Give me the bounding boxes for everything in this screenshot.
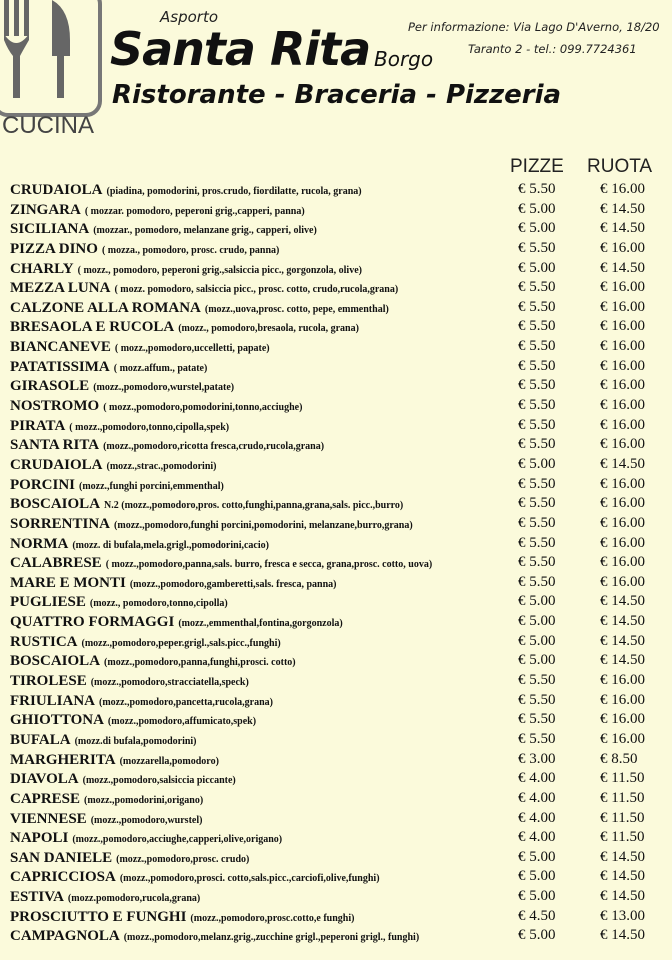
menu-item-name: CAMPAGNOLA (10, 928, 120, 945)
menu-item-description (10, 397, 302, 415)
menu-list (10, 180, 670, 946)
menu-item (10, 278, 670, 298)
menu-item (10, 514, 670, 534)
menu-item-description (10, 299, 389, 317)
menu-item-description (10, 456, 217, 474)
menu-item-name: CALABRESE (10, 555, 102, 572)
menu-item-price-pizza: € 5.50 (518, 416, 556, 433)
menu-item-price-ruota: € 11.50 (600, 809, 645, 826)
menu-item-ingredients: (piadina, pomodorini, pros.crudo, fiordilatte, rucola, grana) (106, 186, 362, 197)
menu-item-price-ruota: € 16.00 (600, 495, 645, 512)
menu-item-price-ruota: € 16.00 (600, 239, 645, 256)
menu-item (10, 710, 670, 730)
menu-item-price-pizza: € 5.50 (518, 672, 556, 689)
menu-item (10, 435, 670, 455)
menu-item-price-pizza: € 5.50 (518, 534, 556, 551)
menu-item-name: CRUDAIOLA (10, 456, 103, 473)
menu-item-name: PATATISSIMA (10, 358, 110, 375)
menu-item-name: MARE E MONTI (10, 574, 126, 591)
menu-item (10, 337, 670, 357)
menu-item (10, 730, 670, 750)
menu-item (10, 848, 670, 868)
menu-item (10, 632, 670, 652)
menu-item-price-ruota: € 16.00 (600, 298, 645, 315)
menu-item-price-pizza: € 5.50 (518, 239, 556, 256)
menu-item-ingredients: ( mozz.,pomodoro,uccelletti, papate) (114, 343, 270, 355)
menu-item-ingredients: (mozz.,pomodoro,salsiccia piccante) (82, 775, 236, 787)
menu-item-description (10, 318, 359, 336)
menu-item (10, 259, 670, 279)
restaurant-subtitle: Ristorante - Braceria - Pizzeria (112, 80, 562, 110)
menu-item-description (10, 888, 200, 906)
menu-item-price-ruota: € 16.00 (600, 181, 645, 197)
menu-item (10, 239, 670, 259)
menu-item-name: NORMA (10, 535, 69, 552)
menu-item-description (10, 436, 324, 454)
menu-item-name: CAPRICCIOSA (10, 869, 116, 886)
menu-item-name: VIENNESE (10, 810, 87, 827)
menu-item-description (10, 751, 219, 769)
menu-item-price-ruota: € 16.00 (600, 377, 645, 394)
menu-item-price-pizza: € 4.00 (518, 789, 556, 806)
menu-item-price-ruota: € 14.50 (600, 613, 645, 630)
menu-item-price-pizza: € 5.00 (518, 927, 556, 944)
menu-item-name: CALZONE ALLA ROMANA (10, 299, 201, 316)
menu-item-ingredients: (mozz.,pomodoro,prosc. crudo) (116, 853, 250, 865)
menu-item-price-pizza: € 5.00 (518, 200, 556, 217)
menu-item-name: BUFALA (10, 731, 71, 748)
menu-item-price-pizza: € 5.00 (518, 220, 556, 237)
menu-item-price-ruota: € 16.00 (600, 475, 645, 492)
menu-item-name: MEZZA LUNA (10, 280, 111, 297)
menu-item-price-ruota: € 14.50 (600, 593, 645, 610)
menu-item-name: PIZZA DINO (10, 240, 98, 257)
menu-item-price-ruota: € 11.50 (600, 829, 645, 846)
menu-item (10, 750, 670, 770)
menu-item-description (10, 790, 203, 808)
menu-item-price-pizza: € 4.50 (518, 907, 556, 924)
menu-item-price-pizza: € 4.00 (518, 770, 556, 787)
menu-item-name: CRUDAIOLA (10, 182, 103, 198)
menu-item-ingredients: (mozz.,pomodorini,origano) (84, 794, 204, 806)
menu-item (10, 907, 670, 927)
menu-item-price-pizza: € 5.00 (518, 632, 556, 649)
menu-item-ingredients: (mozz.,funghi porcini,emmenthal) (79, 480, 224, 492)
menu-item-name: PUGLIESE (10, 594, 86, 611)
menu-item-ingredients: (mozz.,pomodoro,stracciatella,speck) (90, 677, 249, 689)
menu-item-price-ruota: € 16.00 (600, 514, 645, 531)
menu-item-price-pizza: € 5.00 (518, 613, 556, 630)
menu-item (10, 494, 670, 514)
menu-item-ingredients: ( mozz.,pomodoro,panna,sals. burro, fresca e secca, grana,prosc. cotto, uova) (105, 559, 433, 571)
menu-item-name: SORRENTINA (10, 515, 111, 532)
menu-item-price-pizza: € 5.50 (518, 181, 556, 197)
menu-item (10, 926, 670, 946)
menu-item-price-ruota: € 16.00 (600, 338, 645, 355)
menu-item-name: PIRATA (10, 417, 66, 434)
menu-item-ingredients: (mozz., pomodoro,bresaola, rucola, grana) (178, 323, 359, 335)
brand-header (100, 4, 672, 114)
menu-item-ingredients: ( mozz.,pomodoro,pomodorini,tonno,acciughe) (103, 402, 303, 414)
menu-item-price-pizza: € 5.50 (518, 298, 556, 315)
menu-item (10, 357, 670, 377)
menu-item-description (10, 181, 362, 199)
menu-item (10, 592, 670, 612)
menu-item-description (10, 731, 197, 749)
menu-item-description (10, 692, 273, 710)
menu-item-name: PROSCIUTTO E FUNGHI (10, 908, 187, 925)
menu-item-ingredients: ( mozz. pomodoro, salsiccia picc., prosc. cotto, crudo,rucola,grana) (114, 284, 399, 296)
menu-item-ingredients: (mozz.,pomodoro,pancetta,rucola,grana) (99, 696, 273, 708)
menu-item (10, 219, 670, 239)
menu-item-description (10, 613, 343, 631)
menu-item-description (10, 240, 279, 258)
menu-item-price-pizza: € 5.50 (518, 495, 556, 512)
menu-item-description (10, 908, 354, 926)
menu-item-name: BOSCAIOLA (10, 496, 101, 513)
menu-item-name: NOSTROMO (10, 398, 100, 415)
menu-item-price-pizza: € 5.50 (518, 475, 556, 492)
menu-item-description (10, 829, 282, 847)
menu-item-description (10, 377, 234, 395)
menu-item-price-pizza: € 5.50 (518, 691, 556, 708)
menu-item-price-ruota: € 16.00 (600, 554, 645, 571)
menu-item-description (10, 495, 403, 513)
menu-item-ingredients: (mozz.,pomodoro,funghi porcini,pomodorini, melanzane,burro,grana) (114, 519, 413, 531)
menu-item-ingredients: (mozz. di bufala,mela.grigl.,pomodorini,cacio) (72, 539, 269, 551)
menu-item-price-ruota: € 16.00 (600, 672, 645, 689)
menu-item-price-pizza: € 5.00 (518, 868, 556, 885)
menu-item-price-pizza: € 4.00 (518, 829, 556, 846)
menu-item-price-pizza: € 5.00 (518, 259, 556, 276)
menu-item-name: MARGHERITA (10, 751, 116, 768)
menu-item-price-ruota: € 14.50 (600, 200, 645, 217)
menu-item-price-pizza: € 3.00 (518, 750, 556, 767)
menu-item-price-ruota: € 16.00 (600, 436, 645, 453)
menu-item-price-pizza: € 5.00 (518, 848, 556, 865)
menu-item-price-pizza: € 5.50 (518, 338, 556, 355)
menu-item (10, 828, 670, 848)
menu-item-price-pizza: € 4.00 (518, 809, 556, 826)
menu-item (10, 573, 670, 593)
menu-item (10, 691, 670, 711)
menu-item-description (10, 554, 432, 572)
menu-item-ingredients: ( mozz., pomodoro, peperoni grig.,salsiccia picc., gorgonzola, olive) (77, 264, 362, 276)
menu-item-ingredients: (mozz.,pomodoro,gamberetti,sals. fresca, panna) (129, 578, 337, 590)
menu-item-description (10, 535, 269, 553)
menu-item-price-ruota: € 14.50 (600, 927, 645, 944)
menu-item-price-ruota: € 16.00 (600, 318, 645, 335)
menu-item-name: GIRASOLE (10, 378, 90, 395)
menu-item-description (10, 220, 317, 238)
menu-item-description (10, 574, 337, 592)
menu-item-description (10, 201, 305, 219)
menu-item-price-ruota: € 11.50 (600, 789, 645, 806)
menu-item-price-ruota: € 16.00 (600, 279, 645, 296)
menu-item-ingredients: (mozz.di bufala,pomodorini) (74, 735, 197, 747)
menu-item-name: NAPOLI (10, 830, 69, 847)
menu-item-price-ruota: € 16.00 (600, 534, 645, 551)
menu-item-ingredients: (mozz.,pomodoro,ricotta fresca,crudo,rucola,grana) (103, 441, 325, 453)
menu-item-name: CAPRESE (10, 790, 81, 807)
menu-item-description (10, 672, 249, 690)
menu-item-description (10, 279, 398, 297)
menu-item-price-ruota: € 14.50 (600, 868, 645, 885)
menu-item-ingredients: ( mozzar. pomodoro, peperoni grig.,capperi, panna) (84, 205, 305, 217)
menu-item-name: BRESAOLA E RUCOLA (10, 319, 175, 336)
contact-address: Per informazione: Via Lago D'Averno, 18/20 (408, 20, 660, 34)
column-header-ruota: RUOTA (587, 156, 653, 177)
menu-item-ingredients: (mozz.,pomodoro,peper.grigl.,sals.picc.,funghi) (81, 637, 281, 649)
menu-item-price-ruota: € 14.50 (600, 632, 645, 649)
menu-item-description (10, 770, 236, 788)
menu-item-name: RUSTICA (10, 633, 78, 650)
menu-item-price-pizza: € 5.00 (518, 888, 556, 905)
menu-item-ingredients: (mozz.,pomodoro,prosci. cotto,sals.picc.,carciofi,olive,funghi) (119, 873, 380, 885)
menu-item (10, 396, 670, 416)
menu-item-description (10, 868, 380, 886)
menu-item-price-pizza: € 5.50 (518, 436, 556, 453)
menu-item-price-pizza: € 5.50 (518, 318, 556, 335)
menu-item-ingredients: (mozz.,pomodoro,acciughe,capperi,olive,origano) (72, 834, 283, 846)
menu-item (10, 671, 670, 691)
menu-item-name: TIROLESE (10, 673, 87, 690)
menu-item-description (10, 593, 228, 611)
menu-item-description (10, 711, 256, 729)
menu-item (10, 651, 670, 671)
menu-item-price-ruota: € 16.00 (600, 397, 645, 414)
menu-item-description (10, 633, 281, 651)
menu-item (10, 553, 670, 573)
menu-item-price-pizza: € 5.00 (518, 593, 556, 610)
menu-item-ingredients: (mozz.,pomodoro,prosc.cotto,e funghi) (190, 912, 355, 924)
menu-item-ingredients: (mozz.,pomodoro,affumicato,spek) (107, 716, 257, 728)
menu-item-price-ruota: € 16.00 (600, 357, 645, 374)
menu-item-ingredients: (mozzar., pomodoro, melanzane grig., capperi, olive) (93, 225, 317, 237)
logo-label: CUCINA (2, 112, 95, 139)
menu-item-price-ruota: € 14.50 (600, 259, 645, 276)
menu-item-price-ruota: € 16.00 (600, 730, 645, 747)
menu-item-ingredients: (mozz.,pomodoro,panna,funghi,prosci. cotto) (104, 657, 296, 669)
menu-item-ingredients: (mozz.pomodoro,rucola,grana) (67, 893, 201, 905)
menu-item-ingredients: (mozz.,pomodoro,melanz.grig.,zucchine grigl.,peperoni grigl., funghi) (123, 932, 420, 944)
menu-item-description (10, 476, 224, 494)
menu-item-name: FRIULIANA (10, 692, 96, 709)
menu-item-ingredients: (mozzarella,pomodoro) (119, 755, 219, 767)
menu-item-price-ruota: € 14.50 (600, 848, 645, 865)
menu-item (10, 612, 670, 632)
menu-item (10, 809, 670, 829)
menu-item-ingredients: (mozz.,strac.,pomodorini) (106, 460, 217, 472)
menu-item-price-pizza: € 5.50 (518, 397, 556, 414)
menu-item-ingredients: (mozz.,emmenthal,fontina,gorgonzola) (178, 618, 343, 630)
menu-item-price-ruota: € 8.50 (600, 750, 638, 767)
menu-item-name: BOSCAIOLA (10, 653, 101, 670)
column-header-pizze: PIZZE (510, 156, 564, 177)
menu-item-price-pizza: € 5.50 (518, 514, 556, 531)
menu-item-price-ruota: € 14.50 (600, 652, 645, 669)
contact-phone: Taranto 2 - tel.: 099.7724361 (468, 42, 637, 56)
menu-item-ingredients: N.2 (mozz.,pomodoro,pros. cotto,funghi,panna,grana,sals. picc.,burro) (104, 500, 404, 512)
menu-item (10, 200, 670, 220)
restaurant-name: Santa Rita (110, 22, 371, 76)
menu-item-ingredients: ( mozza., pomodoro, prosc. crudo, panna) (101, 244, 280, 256)
menu-item (10, 376, 670, 396)
menu-item-name: SANTA RITA (10, 437, 100, 454)
menu-item (10, 867, 670, 887)
menu-item-ingredients: (mozz.,pomodoro,wurstel) (90, 814, 203, 826)
menu-item-price-ruota: € 16.00 (600, 416, 645, 433)
menu-item-name: PORCINI (10, 476, 76, 493)
menu-item-ingredients: ( mozz.affum., patate) (113, 362, 208, 374)
menu-item-description (10, 515, 413, 533)
menu-item-name: CHARLY (10, 260, 74, 277)
menu-item-description (10, 849, 249, 867)
menu-item-price-pizza: € 5.50 (518, 377, 556, 394)
menu-item-ingredients: ( mozz.,pomodoro,tonno,cipolla,spek) (69, 421, 230, 433)
menu-item-price-pizza: € 5.50 (518, 279, 556, 296)
menu-item-description (10, 652, 296, 670)
menu-item-price-ruota: € 14.50 (600, 888, 645, 905)
menu-item-price-ruota: € 16.00 (600, 711, 645, 728)
menu-item-description (10, 810, 202, 828)
menu-item-price-pizza: € 5.00 (518, 652, 556, 669)
menu-item-name: QUATTRO FORMAGGI (10, 614, 175, 631)
menu-item (10, 317, 670, 337)
menu-item-price-ruota: € 16.00 (600, 573, 645, 590)
menu-item-description (10, 417, 229, 435)
menu-item-price-pizza: € 5.50 (518, 730, 556, 747)
contact-info (408, 16, 672, 60)
menu-item-price-ruota: € 13.00 (600, 907, 645, 924)
menu-item-ingredients: (mozz., pomodoro,tonno,cipolla) (89, 598, 228, 610)
menu-item-name: BIANCANEVE (10, 339, 111, 356)
menu-item-price-pizza: € 5.50 (518, 357, 556, 374)
menu-item-name: SICILIANA (10, 221, 90, 238)
menu-item-name: ZINGARA (10, 201, 81, 218)
menu-item-description (10, 338, 270, 356)
menu-item-description (10, 358, 207, 376)
menu-item-name: SAN DANIELE (10, 849, 113, 866)
menu-item (10, 534, 670, 554)
borgo-label: Borgo (374, 47, 434, 71)
menu-item-name: GHIOTTONA (10, 712, 104, 729)
menu-item (10, 298, 670, 318)
menu-item (10, 455, 670, 475)
menu-item-name: DIAVOLA (10, 771, 79, 788)
menu-item (10, 769, 670, 789)
menu-item (10, 789, 670, 809)
menu-item-price-pizza: € 5.50 (518, 573, 556, 590)
menu-item-price-ruota: € 14.50 (600, 455, 645, 472)
menu-item-price-ruota: € 11.50 (600, 770, 645, 787)
menu-item-price-pizza: € 5.50 (518, 711, 556, 728)
menu-item-ingredients: (mozz.,uova,prosc. cotto, pepe, emmenthal) (204, 303, 389, 315)
menu-item-price-pizza: € 5.00 (518, 455, 556, 472)
asporto-label: Asporto (160, 8, 219, 26)
menu-item-price-ruota: € 16.00 (600, 691, 645, 708)
menu-item (10, 475, 670, 495)
menu-item-price-pizza: € 5.50 (518, 554, 556, 571)
menu-item-ingredients: (mozz.,pomodoro,wurstel,patate) (93, 382, 235, 394)
menu-item-description (10, 260, 362, 278)
menu-item-description (10, 927, 419, 945)
menu-item (10, 887, 670, 907)
menu-item (10, 416, 670, 436)
menu-item-name: ESTIVA (10, 889, 64, 906)
menu-item (10, 180, 670, 200)
menu-item-price-ruota: € 14.50 (600, 220, 645, 237)
